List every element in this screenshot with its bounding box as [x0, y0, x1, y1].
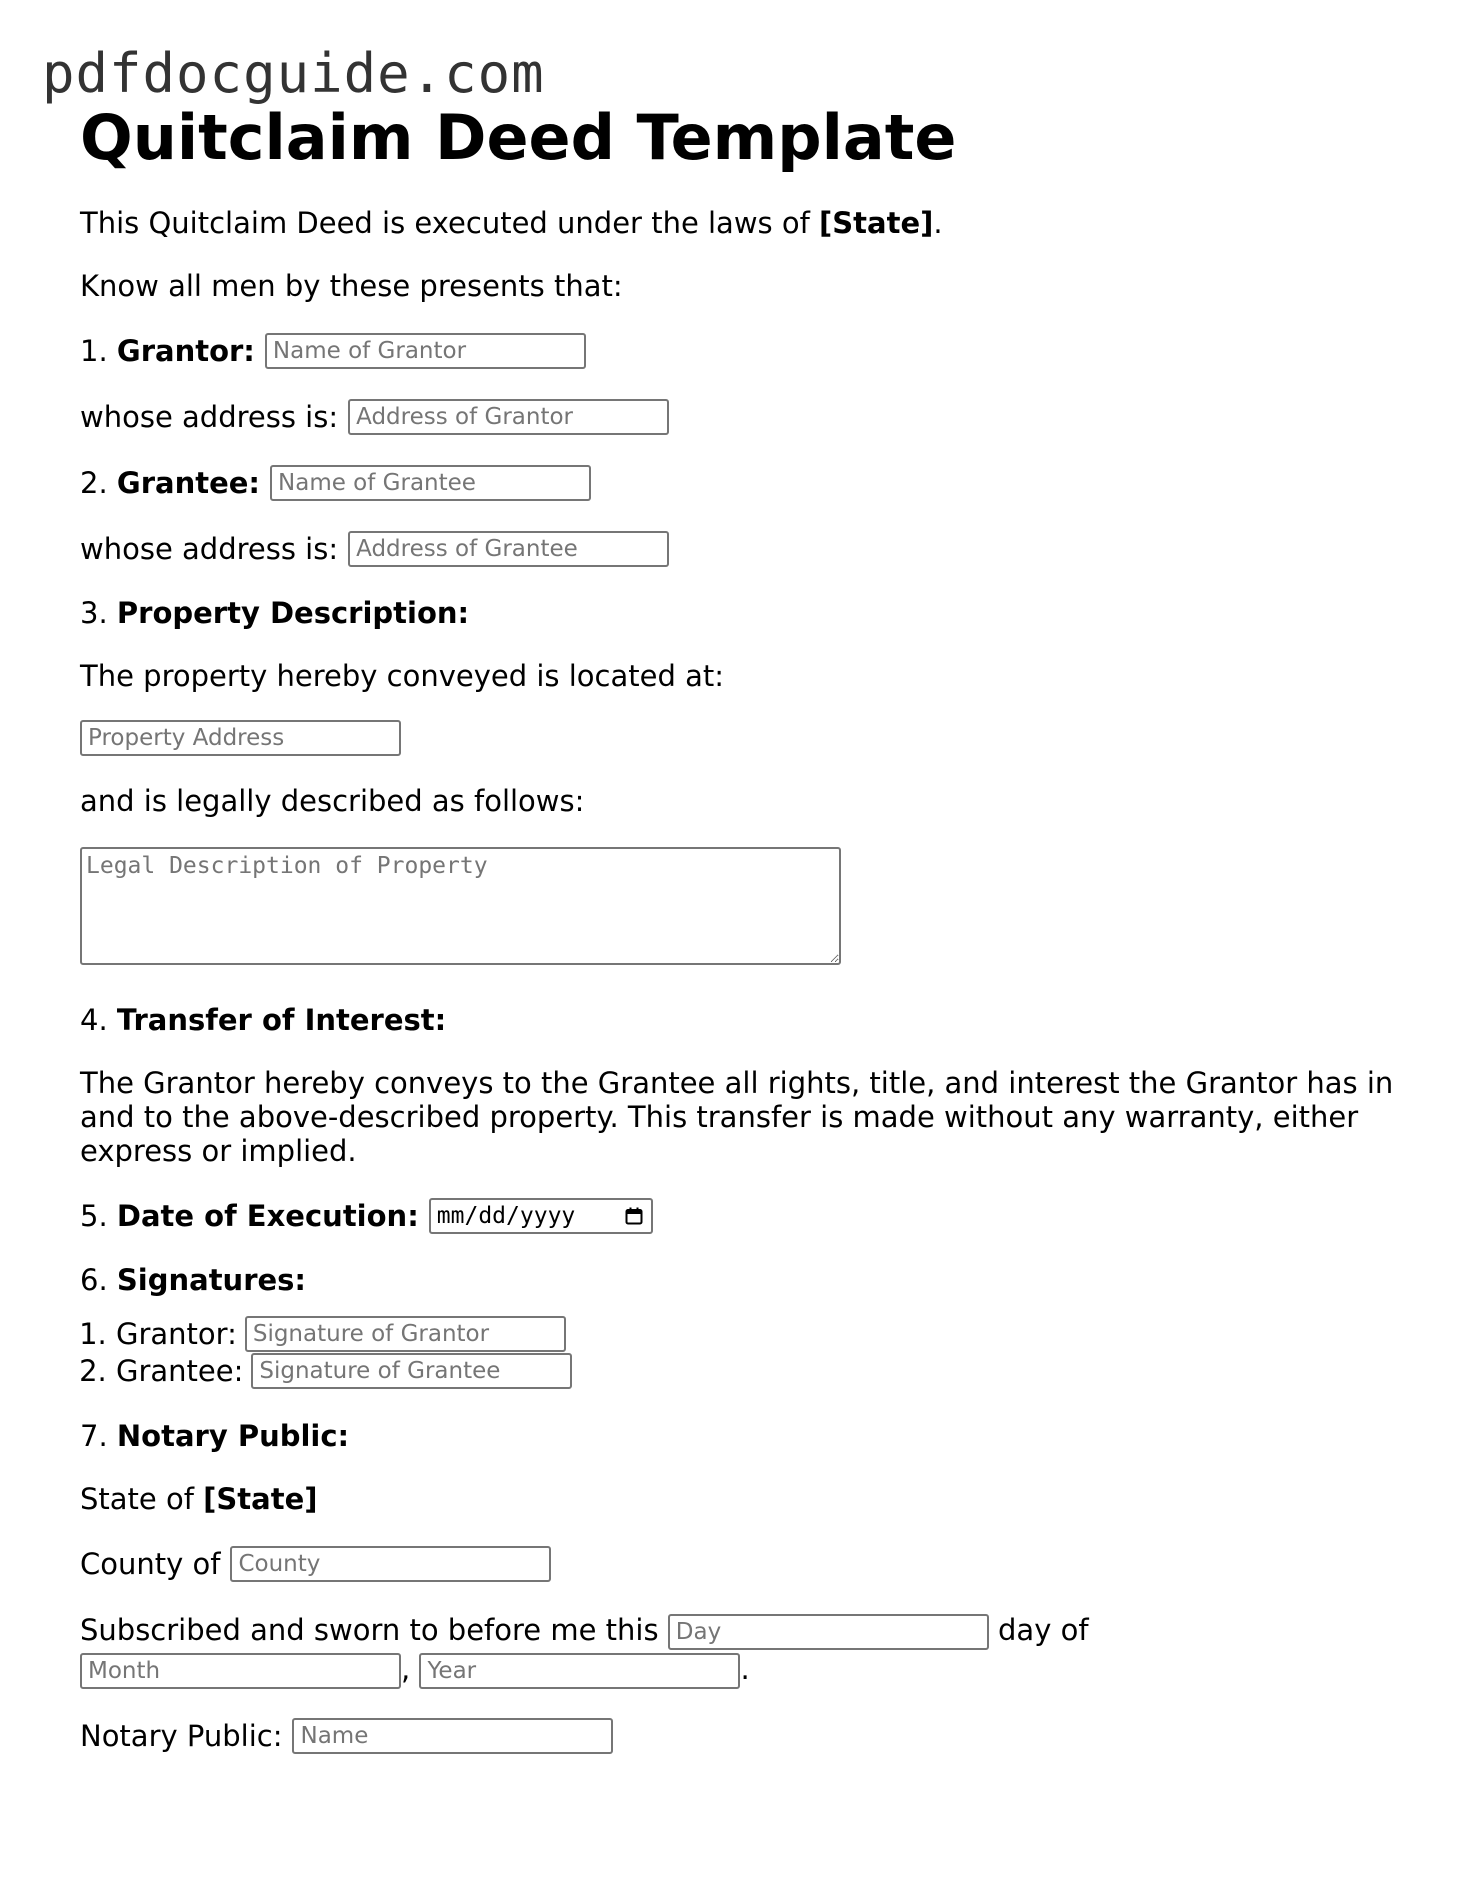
month-input[interactable]	[80, 1653, 401, 1689]
sworn-prefix: Subscribed and sworn to before me this	[80, 1613, 659, 1647]
property-label: Property Description:	[116, 596, 470, 630]
transfer-label: Transfer of Interest:	[116, 1003, 447, 1037]
execution-date-input[interactable]	[429, 1198, 653, 1234]
grantee-address-row	[80, 530, 1420, 568]
signature-grantor-input[interactable]	[245, 1316, 566, 1352]
notary-number: 7.	[80, 1419, 117, 1453]
grantee-name-input[interactable]	[270, 465, 591, 501]
signature-grantee-label: 2. Grantee:	[116, 1353, 244, 1388]
property-legal-text: and is legally described as follows:	[80, 784, 585, 818]
grantor-address-input[interactable]	[348, 399, 669, 435]
transfer-text: The Grantor hereby conveys to the Grantee all rights, title, and interest the Grantor has in and to the above-described property. This transfer is made without any warranty, either express or implied.	[80, 1066, 1394, 1168]
signature-item-grantor	[116, 1315, 1420, 1352]
intro-prefix: This Quitclaim Deed is executed under the laws of	[80, 206, 820, 240]
calendar-icon[interactable]	[625, 1207, 643, 1225]
transfer-number: 4.	[80, 1003, 117, 1037]
grantee-label	[80, 466, 260, 500]
intro-state: [State]	[819, 206, 934, 240]
watermark: pdfdocguide.com	[42, 42, 545, 105]
page-title: Quitclaim Deed Template	[80, 101, 957, 174]
signatures-list	[80, 1315, 1420, 1389]
property-located-text: The property hereby conveyed is located at:	[80, 659, 725, 693]
execution-label	[80, 1199, 419, 1233]
property-address-input[interactable]	[80, 720, 401, 756]
execution-row	[80, 1197, 1420, 1235]
document-body	[80, 100, 1420, 1783]
property-heading	[80, 596, 1420, 630]
grantor-address-row	[80, 398, 1420, 436]
notary-heading	[80, 1419, 1420, 1453]
county-input[interactable]	[230, 1546, 551, 1582]
county-label: County of	[80, 1547, 221, 1581]
grantor-name-input[interactable]	[265, 333, 586, 369]
grantee-address-input[interactable]	[348, 531, 669, 567]
grantor-heading: Grantor:	[116, 334, 255, 368]
notary-state	[80, 1482, 1420, 1516]
notary-state-value: [State]	[203, 1482, 318, 1516]
transfer-heading	[80, 1003, 1420, 1037]
signatures-label: Signatures:	[116, 1263, 307, 1297]
execution-number: 5.	[80, 1199, 117, 1233]
notary-state-prefix: State of	[80, 1482, 204, 1516]
signatures-number: 6.	[80, 1263, 117, 1297]
notary-name-input[interactable]	[292, 1718, 613, 1754]
signature-item-grantee	[116, 1352, 1420, 1389]
grantor-address-label: whose address is:	[80, 400, 339, 434]
signature-grantor-label: 1. Grantor:	[116, 1316, 237, 1351]
day-of-text: day of	[998, 1613, 1089, 1647]
day-input[interactable]	[668, 1614, 989, 1650]
comma-text: ,	[401, 1652, 411, 1686]
legal-description-textarea[interactable]	[80, 847, 841, 965]
execution-heading: Date of Execution:	[116, 1199, 419, 1233]
grantor-number: 1.	[80, 334, 117, 368]
signatures-heading	[80, 1263, 1420, 1297]
grantee-number: 2.	[80, 466, 117, 500]
date-placeholder: mm/dd/yyyy	[436, 1203, 576, 1229]
grantor-label	[80, 334, 255, 368]
know-all-paragraph: Know all men by these presents that:	[80, 269, 623, 303]
intro-suffix: .	[933, 206, 943, 240]
grantee-row	[80, 464, 1420, 502]
notary-name-row	[80, 1717, 1420, 1755]
grantee-heading: Grantee:	[116, 466, 261, 500]
notary-name-label: Notary Public:	[80, 1719, 283, 1753]
grantee-address-label: whose address is:	[80, 532, 339, 566]
grantor-row	[80, 332, 1420, 370]
sworn-paragraph	[80, 1611, 1420, 1689]
year-input[interactable]	[419, 1653, 740, 1689]
notary-label: Notary Public:	[116, 1419, 350, 1453]
county-row	[80, 1545, 1420, 1583]
signature-grantee-input[interactable]	[251, 1353, 572, 1389]
period-text: .	[740, 1652, 750, 1686]
intro-paragraph	[80, 206, 1420, 240]
property-number: 3.	[80, 596, 117, 630]
property-address-wrap	[80, 718, 1420, 756]
